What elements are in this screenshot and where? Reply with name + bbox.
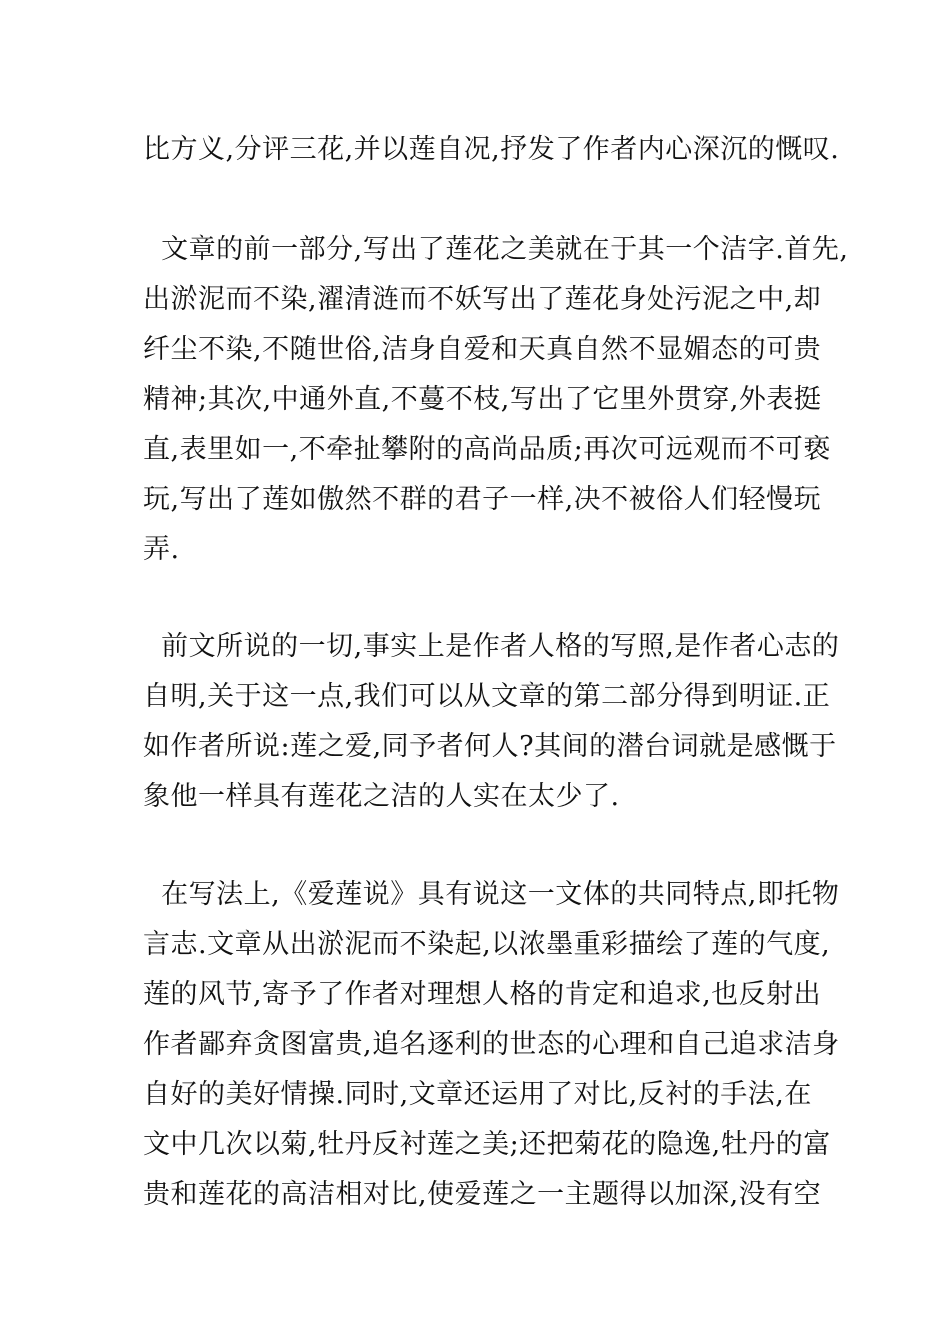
text-line: 作者鄙弃贪图富贵,追名逐利的世态的心理和自己追求洁身 [143,1029,840,1060]
text-line: 象他一样具有莲花之洁的人实在太少了. [143,781,620,812]
text-line: 莲的风节,寄予了作者对理想人格的肯定和追求,也反射出 [143,979,822,1010]
text-line: 弄. [143,534,180,565]
text-line: 如作者所说:莲之爱,同予者何人?其间的潜台词就是感慨于 [143,731,837,762]
text-line: 玩,写出了莲如傲然不群的君子一样,决不被俗人们轻慢玩 [143,484,822,515]
text-line: 文中几次以菊,牡丹反衬莲之美;还把菊花的隐逸,牡丹的富 [143,1129,831,1160]
text-line: 直,表里如一,不牵扯攀附的高尚品质;再次可远观而不可亵 [143,434,831,465]
text-line: 精神;其次,中通外直,不蔓不枝,写出了它里外贯穿,外表挺 [143,384,822,415]
text-line: 贵和莲花的高洁相对比,使爱莲之一主题得以加深,没有空 [143,1179,822,1210]
text-line: 在写法上,《爱莲说》具有说这一文体的共同特点,即托物 [143,879,840,910]
text-line: 文章的前一部分,写出了莲花之美就在于其一个洁字.首先, [143,234,849,265]
text-line: 自好的美好情操.同时,文章还运用了对比,反衬的手法,在 [143,1079,812,1110]
text-line: 出淤泥而不染,濯清涟而不妖写出了莲花身处污泥之中,却 [143,284,822,315]
text-line: 自明,关于这一点,我们可以从文章的第二部分得到明证.正 [143,681,831,712]
text-line: 前文所说的一切,事实上是作者人格的写照,是作者心志的 [143,631,840,662]
text-line: 比方义,分评三花,并以莲自况,抒发了作者内心深沉的慨叹. [143,134,840,165]
text-line: 纤尘不染,不随世俗,洁身自爱和天真自然不显媚态的可贵 [143,334,822,365]
text-line: 言志.文章从出淤泥而不染起,以浓墨重彩描绘了莲的气度, [143,929,831,960]
